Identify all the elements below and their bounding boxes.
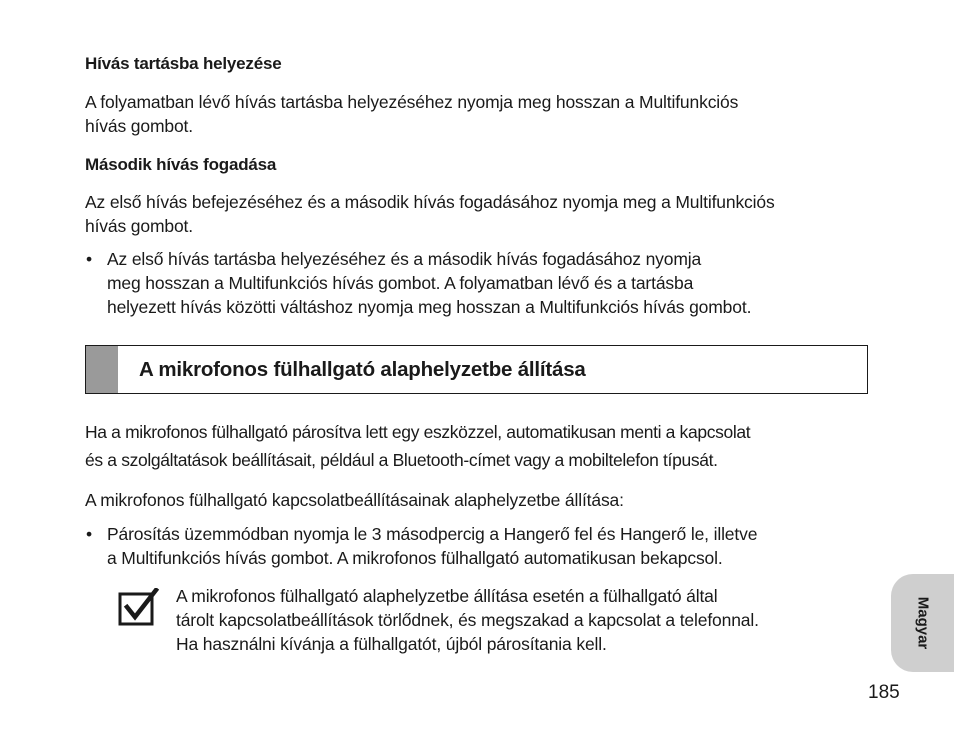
language-tab-label: Magyar bbox=[914, 596, 931, 650]
paragraph-call-hold bbox=[85, 90, 738, 138]
heading-second-call: Második hívás fogadása bbox=[85, 155, 277, 174]
text-line: hívás gombot. bbox=[85, 116, 193, 136]
text-line: hívás gombot. bbox=[85, 216, 193, 236]
section-title-bar bbox=[85, 345, 868, 394]
paragraph-reset-intro bbox=[85, 420, 750, 472]
text-line: Az első hívás tartásba helyezéséhez és a második hívás fogadásához nyomja bbox=[107, 249, 702, 269]
checkbox-check-icon bbox=[118, 588, 160, 633]
paragraph-second-call bbox=[85, 190, 775, 238]
note-text bbox=[176, 584, 759, 656]
text-line: Az első hívás befejezéséhez és a második hívás fogadásához nyomja meg a Multifunkciós bbox=[85, 192, 775, 212]
heading-call-hold: Hívás tartásba helyezése bbox=[85, 54, 282, 73]
text-line: Ha használni kívánja a fülhallgatót, újból párosítania kell. bbox=[176, 634, 607, 654]
paragraph-reset-instruction: A mikrofonos fülhallgató kapcsolatbeállításainak alaphelyzetbe állítása: bbox=[85, 490, 624, 510]
text-line: A mikrofonos fülhallgató alaphelyzetbe állítása esetén a fülhallgató által bbox=[176, 586, 718, 606]
text-line: helyezett hívás közötti váltáshoz nyomja meg hosszan a Multifunkciós hívás gombot. bbox=[107, 297, 752, 317]
bullet-marker: • bbox=[86, 249, 93, 269]
language-side-tab bbox=[891, 574, 954, 672]
section-bar-marker bbox=[86, 346, 118, 393]
page-number: 185 bbox=[868, 682, 900, 703]
text-line: és a szolgáltatások beállításait, például a Bluetooth-címet vagy a mobiltelefon típusát. bbox=[85, 450, 718, 470]
text-line: tárolt kapcsolatbeállítások törlődnek, és megszakad a kapcsolat a telefonnal. bbox=[176, 610, 759, 630]
text-line: Ha a mikrofonos fülhallgató párosítva lett egy eszközzel, automatikusan menti a kapcsolat bbox=[85, 422, 751, 442]
bullet-item-second-call bbox=[107, 247, 751, 319]
bullet-item-reset-steps bbox=[107, 522, 757, 570]
bullet-marker: • bbox=[86, 524, 93, 544]
text-line: A folyamatban lévő hívás tartásba helyezéséhez nyomja meg hosszan a Multifunkciós bbox=[85, 92, 739, 112]
text-line: a Multifunkciós hívás gombot. A mikrofonos fülhallgató automatikusan bekapcsol. bbox=[107, 548, 723, 568]
section-title: A mikrofonos fülhallgató alaphelyzetbe állítása bbox=[139, 358, 586, 381]
text-line: meg hosszan a Multifunkciós hívás gombot. A folyamatban lévő és a tartásba bbox=[107, 273, 694, 293]
text-line: Párosítás üzemmódban nyomja le 3 másodpercig a Hangerő fel és Hangerő le, illetve bbox=[107, 524, 758, 544]
